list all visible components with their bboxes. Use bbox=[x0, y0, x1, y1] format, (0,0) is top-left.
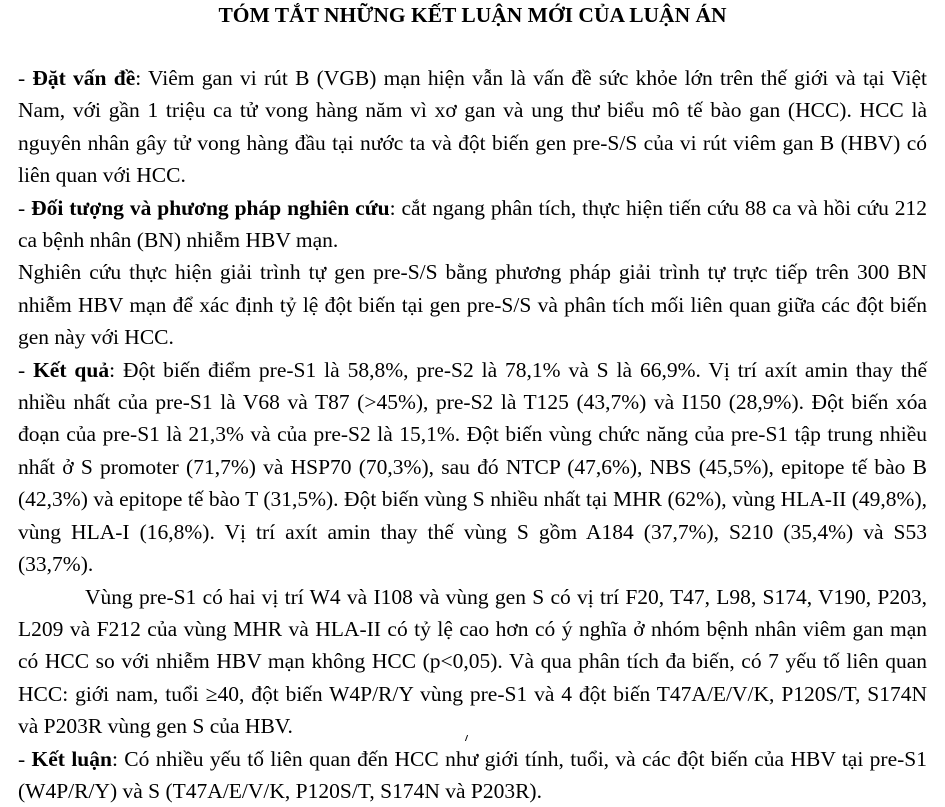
paragraph-doi-tuong bbox=[18, 192, 927, 257]
paragraph-ket-qua bbox=[18, 354, 927, 581]
heading-ket-luan: Kết luận bbox=[31, 746, 112, 771]
heading-doi-tuong: Đối tượng và phương pháp nghiên cứu bbox=[31, 195, 390, 220]
text-doi-tuong: : cắt ngang phân tích, thực hiện tiến cứu 88 ca và hồi cứu 212 ca bệnh nhân (BN) nhiễm HBV mạn. bbox=[18, 195, 927, 253]
text-vung-pre-s1: Vùng pre-S1 có hai vị trí W4 và I108 và vùng gen S có vị trí F20, T47, L98, S174, V190, P203, L209 và F212 của vùng MHR và HLA-II có tỷ lệ cao hơn có ý nghĩa ở nhóm bệnh nhân viêm gan mạn có HCC so với nhiễm HBV mạn không HCC (p<0,05). Và qua phân tích đa biến, có 7 yếu tố liên quan HCC: giới nam, tuổi ≥40, đột biến W4P/R/Y vùng pre-S1 và 4 đột biến T47A/E/V/K, P120S/T, S174N và P203R vùng gen S của HBV. bbox=[18, 584, 927, 739]
text-ket-qua: : Đột biến điểm pre-S1 là 58,8%, pre-S2 là 78,1% và S là 66,9%. Vị trí axít amin thay thế nhiều nhất của pre-S1 là V68 và T87 (>45%), pre-S2 là T125 (43,7%) và I150 (28,9%). Đột biến xóa đoạn của pre-S1 là 21,3% và của pre-S2 là 15,1%. Đột biến vùng chức năng của pre-S1 tập trung nhiều nhất ở S promoter (71,7%) và HSP70 (70,3%), sau đó NTCP (47,6%), NBS (45,5%), epitope tế bào B (42,3%) và epitope tế bào T (31,5%). Đột biến vùng S nhiều nhất tại MHR (62%), vùng HLA-II (49,8%), vùng HLA-I (16,8%). Vị trí axít amin thay thế vùng S gồm A184 (37,7%), S210 (35,4%) và S53 (33,7%). bbox=[18, 357, 928, 577]
bullet-prefix: - bbox=[18, 195, 32, 220]
spacer bbox=[18, 31, 927, 62]
text-dat-van-de: : Viêm gan vi rút B (VGB) mạn hiện vẫn là vấn đề sức khỏe lớn trên thế giới và tại Việt Nam, với gần 1 triệu ca tử vong hàng năm vì xơ gan và ung thư biểu mô tế bào gan (HCC). HCC là nguyên nhân gây tử vong hàng đầu tại nước ta và đột biến gen pre-S/S của vi rút viêm gan B (HBV) có liên quan với HCC. bbox=[18, 66, 927, 188]
paragraph-ket-luan bbox=[18, 743, 927, 807]
heading-ket-qua: Kết quả bbox=[33, 357, 110, 382]
text-ket-luan: : Có nhiều yếu tố liên quan đến HCC như giới tính, tuổi, và các đột biến của HBV tại pre-S1 (W4P/R/Y) và S (T47A/E/V/K, P120S/T, S174N và P203R). bbox=[18, 746, 927, 803]
paragraph-nghien-cuu bbox=[18, 256, 927, 353]
paragraph-vung-pre-s1 bbox=[18, 581, 927, 743]
bullet-prefix: - bbox=[18, 66, 33, 90]
page-title: TÓM TẮT NHỮNG KẾT LUẬN MỚI CỦA LUẬN ÁN bbox=[218, 3, 727, 27]
heading-dat-van-de: Đặt vấn đề bbox=[32, 66, 136, 90]
bullet-prefix: - bbox=[18, 746, 32, 771]
paragraph-dat-van-de bbox=[18, 62, 927, 192]
text-nghien-cuu: Nghiên cứu thực hiện giải trình tự gen pre-S/S bằng phương pháp giải trình tự trực tiếp trên 300 BN nhiễm HBV mạn để xác định tỷ lệ đột biến tại gen pre-S/S và phân tích mối liên quan giữa các đột biến gen này với HCC. bbox=[18, 260, 927, 350]
bullet-prefix: - bbox=[18, 357, 34, 382]
